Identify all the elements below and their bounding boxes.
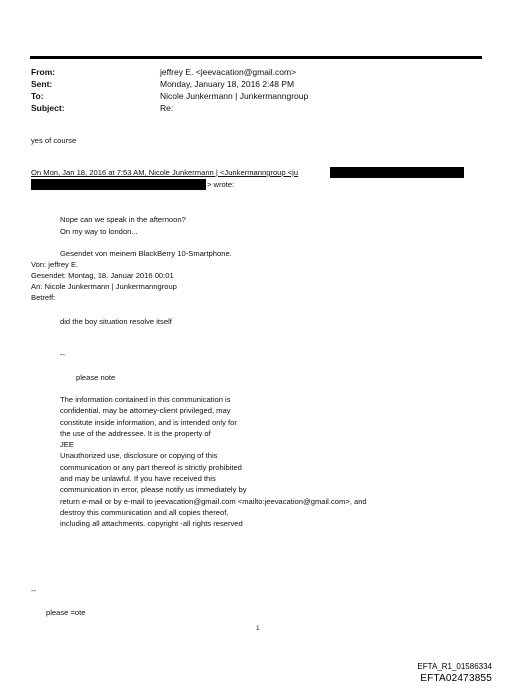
- quote-attribution: On Mon, Jan 18, 2016 at 7:53 AM, Nicole Junkermann | <Junkermanngroup <ju: [31, 168, 299, 177]
- redaction-box: [330, 167, 464, 178]
- page-number: 1: [256, 625, 260, 632]
- disclaimer-line: JEE: [60, 440, 74, 450]
- disclaimer-line: including all attachments. copyright -all rights reserved: [60, 519, 243, 529]
- disclaimer-line: communication or any part thereof is strictly prohibited: [60, 462, 242, 472]
- disclaimer-line: constitute inside information, and is intended only for: [60, 417, 237, 427]
- separator-dashes: --: [31, 586, 37, 595]
- message-line: did the boy situation resolve itself: [60, 317, 172, 326]
- please-note: please note: [76, 373, 116, 382]
- disclaimer-line: confidential, may be attorney-client privileged, may: [60, 406, 231, 416]
- redaction-box: [31, 179, 206, 190]
- reply-text: yes of course: [31, 136, 77, 145]
- from-label: From:: [31, 67, 56, 77]
- please-ote: please =ote: [46, 608, 86, 617]
- disclaimer-line: Unauthorized use, disclosure or copying of this: [60, 451, 218, 461]
- message-line: On my way to london...: [60, 227, 138, 236]
- betreff-line: Betreff:: [31, 293, 56, 302]
- from-value: jeffrey E. <jeevacation@gmail.com>: [160, 67, 297, 77]
- subject-value: Re:: [160, 103, 174, 113]
- subject-label: Subject:: [31, 103, 65, 113]
- disclaimer-line: the use of the addressee. It is the property of: [60, 428, 211, 438]
- disclaimer-line: destroy this communication and all copies thereof,: [60, 507, 229, 517]
- to-value: Nicole Junkermann | Junkermanngroup: [160, 91, 309, 101]
- bates-stamp: EFTA02473855: [420, 673, 492, 684]
- disclaimer-line: communication in error, please notify us immediately by: [60, 485, 247, 495]
- header-rule: [30, 56, 482, 59]
- quote-wrote: > wrote:: [207, 180, 235, 189]
- disclaimer-line: and may be unlawful. If you have received this: [60, 474, 216, 484]
- separator-dashes: --: [60, 350, 66, 359]
- von-line: Von: jeffrey E.: [31, 260, 79, 269]
- bates-stamp-r1: EFTA_R1_01586334: [417, 662, 492, 671]
- an-line: An: Nicole Junkermann | Junkermanngroup: [31, 282, 177, 291]
- to-label: To:: [31, 91, 44, 101]
- gesendet-line: Gesendet: Montag, 18. Januar 2016 00:01: [31, 271, 174, 280]
- disclaimer-line: return e-mail or by e-mail to jeevacation@gmail.com <mailto:jeevacation@gmail.com>, and: [60, 496, 367, 506]
- message-line: Nope can we speak in the afternoon?: [60, 215, 186, 224]
- disclaimer-line: The information contained in this communication is: [60, 395, 231, 404]
- signature-line: Gesendet von meinem BlackBerry 10-Smartphone.: [60, 249, 232, 258]
- sent-value: Monday, January 18, 2016 2:48 PM: [160, 79, 295, 89]
- sent-label: Sent:: [31, 79, 53, 89]
- disclaimer-block: [60, 394, 367, 530]
